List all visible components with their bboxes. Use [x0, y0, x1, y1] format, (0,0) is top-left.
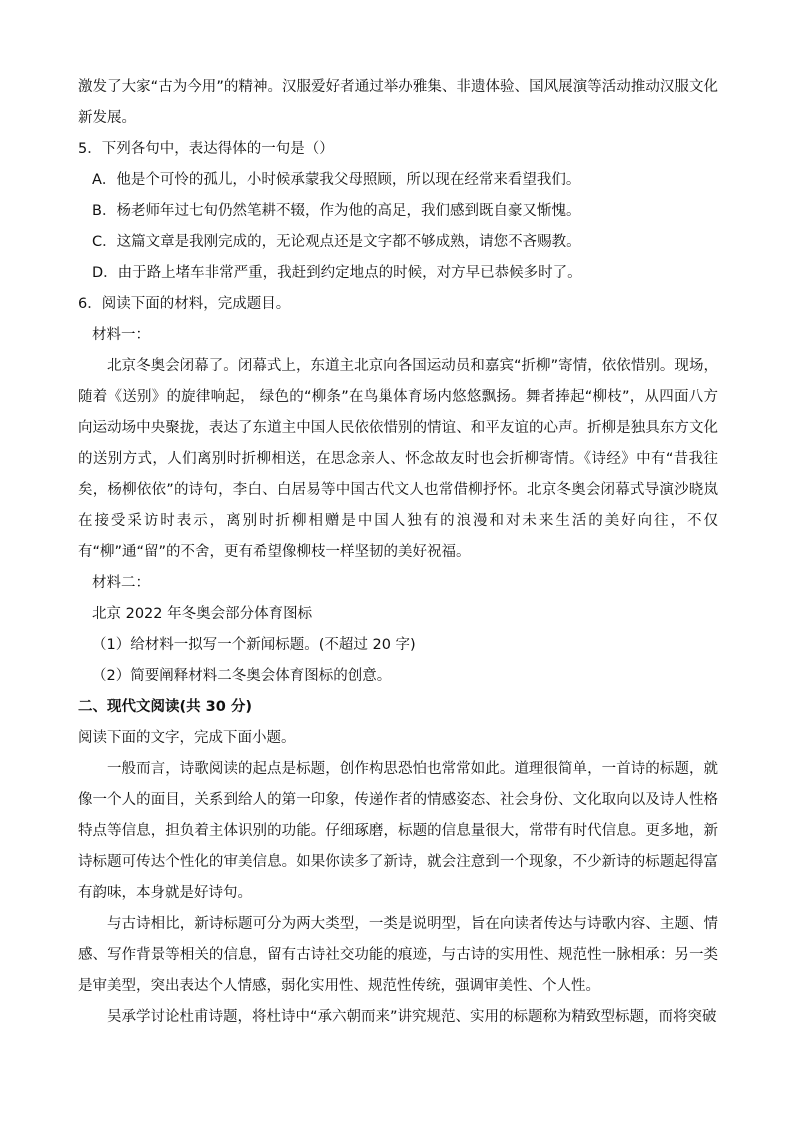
question-5-option-d: D．由于路上堵车非常严重，我赶到约定地点的时候，对方早已恭候多时了。 — [92, 265, 582, 281]
document-page — [78, 72, 718, 1033]
section-2-instruction: 阅读下面的文字，完成下面小题。 — [78, 730, 296, 746]
reading-paragraph-1: 一般而言，诗歌阅读的起点是标题，创作构思恐怕也常常如此。道理很简单，一首诗的标题，就像一个人的面目，关系到给人的第一印象，传递作者的情感姿态、社会身份、文化取向以及诗人性格特点等信息，担负着主体识别的功能。仔细琢磨，标题的信息量很大，常带有时代信息。更多地，新诗标题可传达个性化的审美信息。如果你读多了新诗，就会注意到一个现象，不少新诗的标题起得富有韵味，本身就是好诗句。 — [78, 761, 718, 901]
question-5-option-a: A．他是个可怜的孤儿，小时候承蒙我父母照顾，所以现在经常来看望我们。 — [92, 172, 581, 188]
section-2-heading: 二、现代文阅读(共 30 分) — [78, 699, 253, 715]
material-2-text: 北京 2022 年冬奥会部分体育图标 — [92, 606, 313, 622]
material-2-label: 材料二： — [92, 575, 150, 591]
question-5-stem: 5．下列各句中，表达得体的一句是（） — [78, 141, 334, 157]
question-5-option-b: B．杨老师年过七旬仍然笔耕不辍，作为他的高足，我们感到既自豪又惭愧。 — [92, 203, 581, 219]
question-6-sub-1: （1）给材料一拟写一个新闻标题。(不超过 20 字) — [92, 637, 416, 653]
material-1-text: 北京冬奥会闭幕了。闭幕式上，东道主北京向各国运动员和嘉宾“折柳”寄情，依依惜别。现场，随着《送别》的旋律响起， 绿色的“柳条”在鸟巢体育场内悠悠飘扬。舞者捧起“柳枝”，从四面八方向运动场中央聚拢，表达了东道主中国人民依依惜别的情谊、和平友谊的心声。折柳是独具东方文化的送别方式，人们离别时折柳相送，在思念亲人、怀念故友时也会折柳寄情。《诗经》中有“昔我往矣，杨柳依依”的诗句，李白、白居易等中国古代文人也常借柳抒怀。北京冬奥会闭幕式导演沙晓岚在接受采访时表示，离别时折柳相赠是中国人独有的浪漫和对未来生活的美好向往，不仅有“柳”通“留”的不舍，更有希望像柳枝一样坚韧的美好祝福。 — [78, 358, 718, 560]
material-1-label: 材料一： — [92, 327, 150, 343]
question-5-option-c: C．这篇文章是我刚完成的，无论观点还是文字都不够成熟，请您不吝赐教。 — [92, 234, 581, 250]
question-6-sub-2: （2）简要阐释材料二冬奥会体育图标的创意。 — [92, 668, 392, 684]
question-6-stem: 6．阅读下面的材料，完成题目。 — [78, 296, 291, 312]
reading-paragraph-2: 与古诗相比，新诗标题可分为两大类型，一类是说明型，旨在向读者传达与诗歌内容、主题、情感、写作背景等相关的信息，留有古诗社交功能的痕迹，与古诗的实用性、规范性一脉相承：另一类是审美型，突出表达个人情感，弱化实用性、规范性传统，强调审美性、个人性。 — [78, 916, 718, 994]
reading-paragraph-3: 吴承学讨论杜甫诗题，将杜诗中“承六朝而来”讲究规范、实用的标题称为精致型标题，而将突破 — [107, 1009, 717, 1025]
intro-paragraph-end: 激发了大家“古为今用”的精神。汉服爱好者通过举办雅集、非遗体验、国风展演等活动推动汉服文化新发展。 — [78, 79, 718, 126]
